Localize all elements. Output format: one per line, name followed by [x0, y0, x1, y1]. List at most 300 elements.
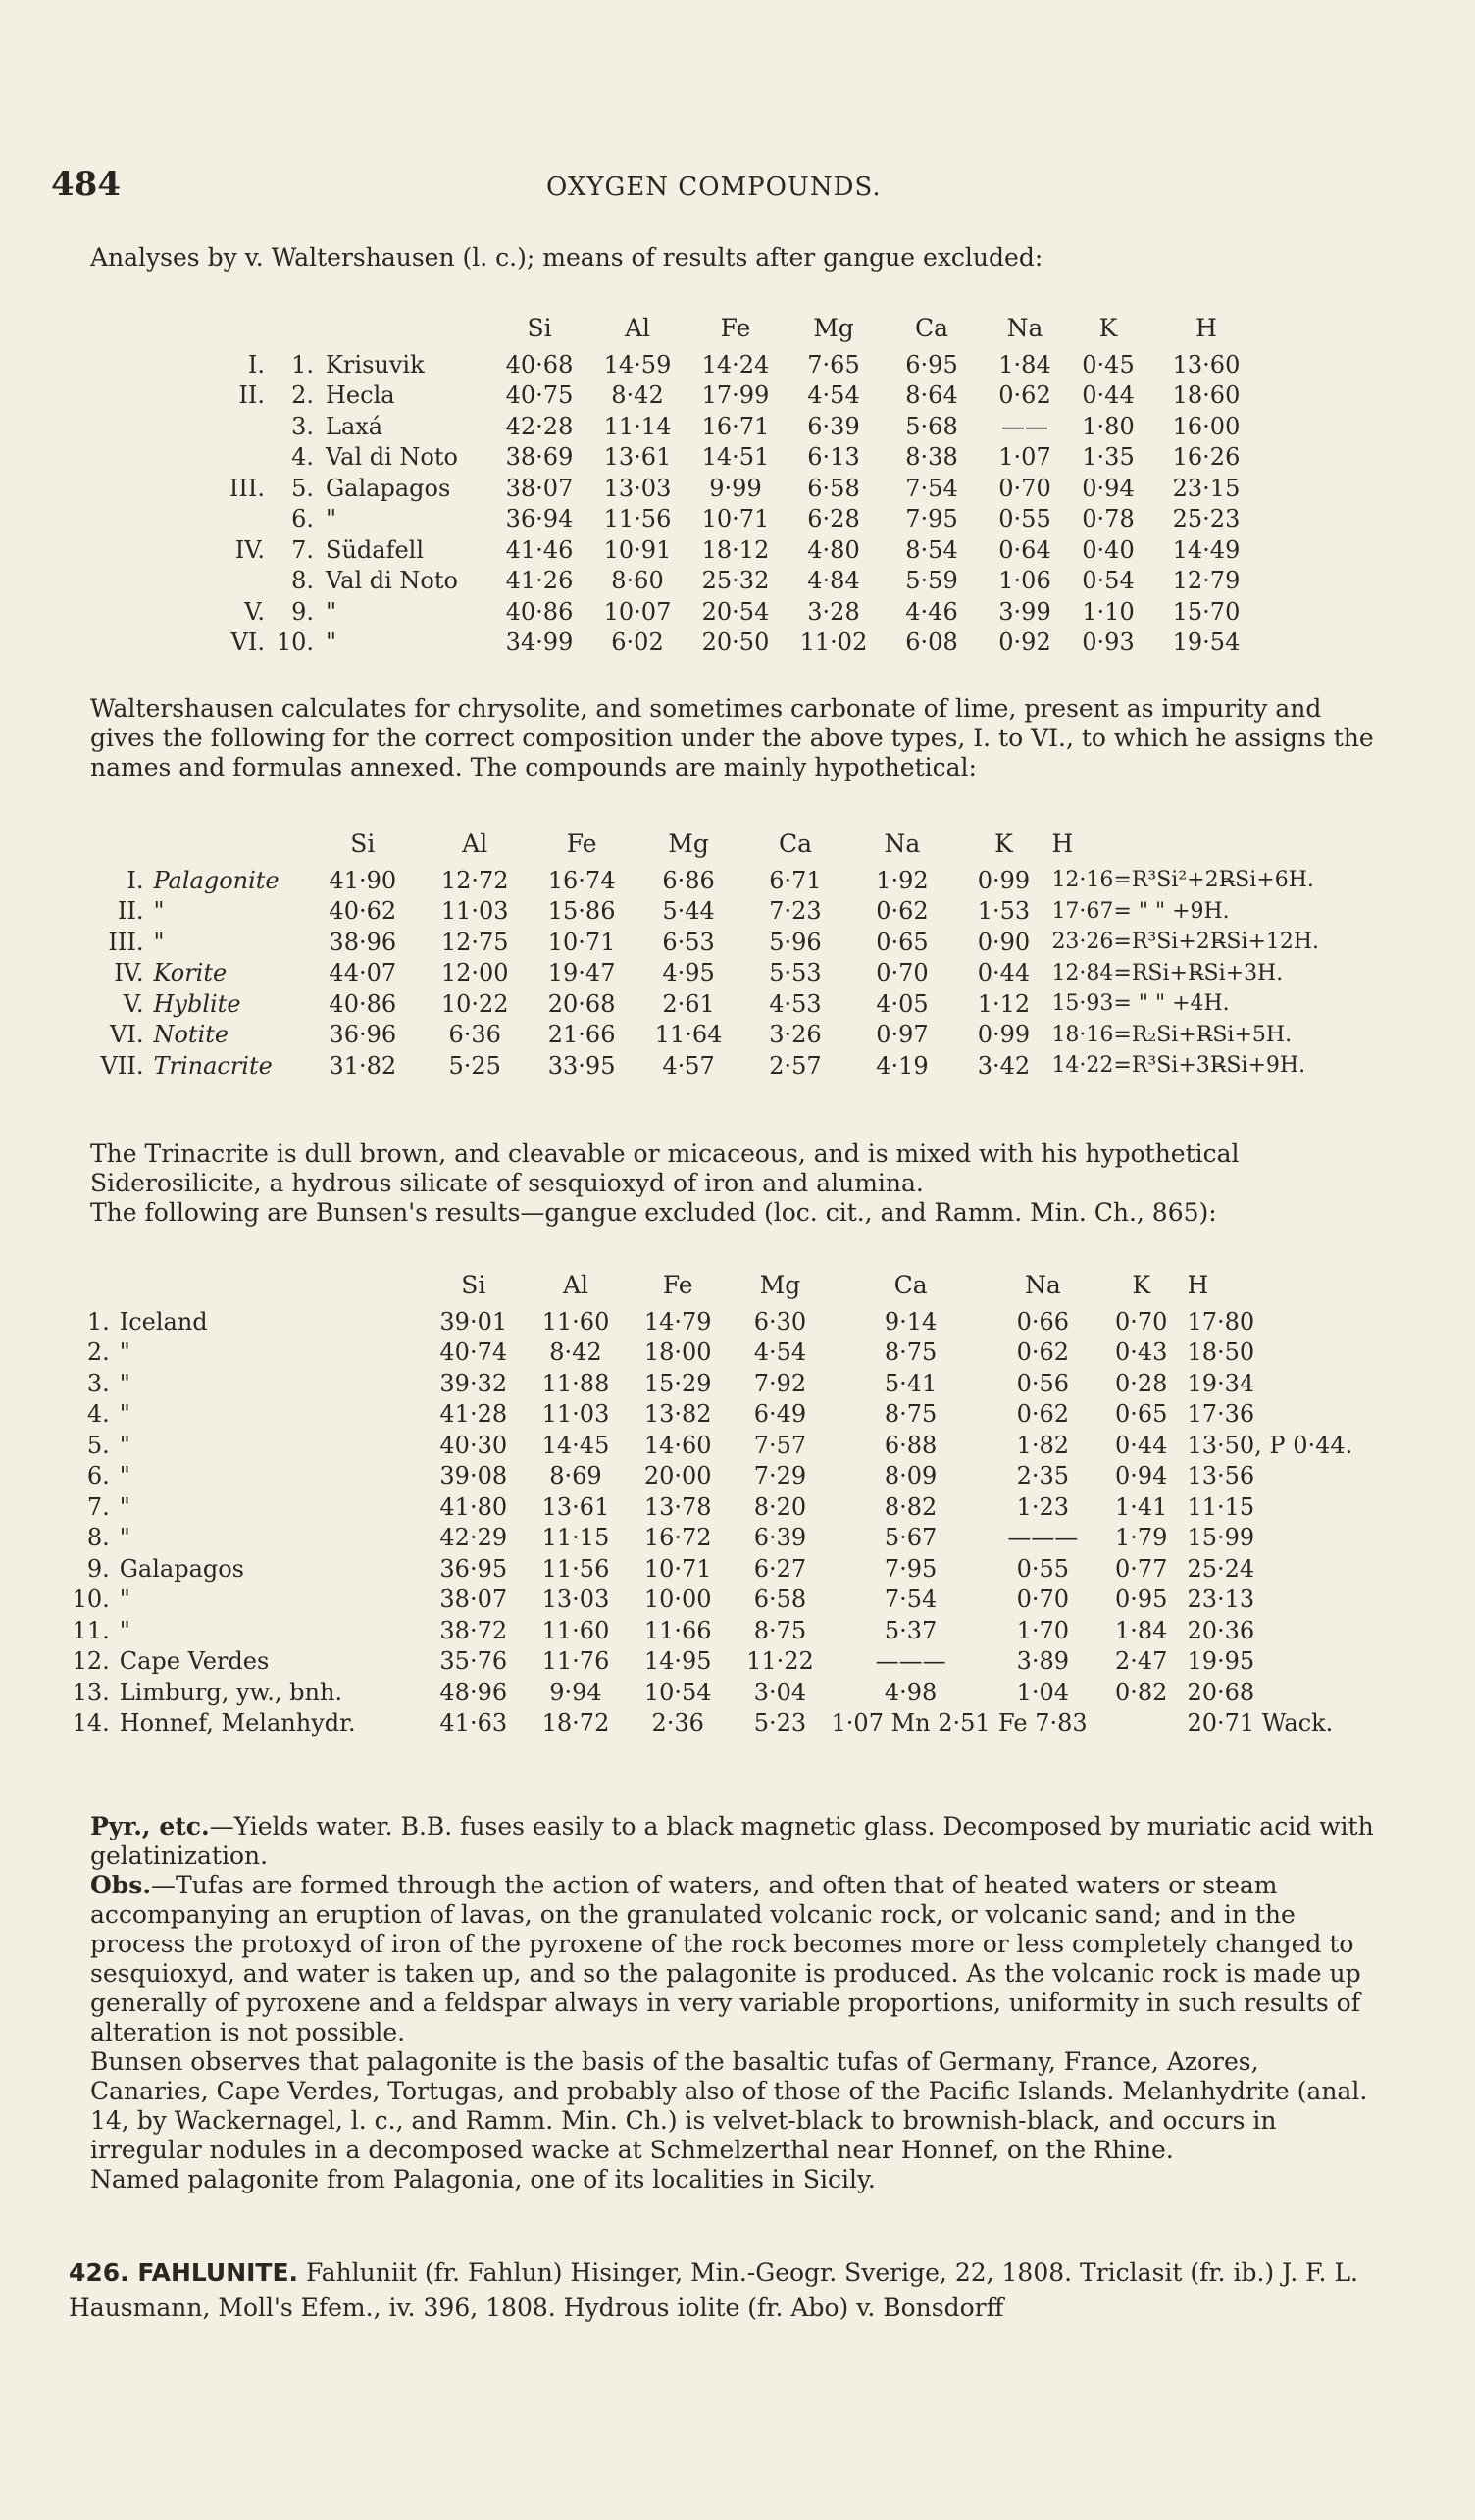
locality-name: Laxá — [326, 412, 383, 440]
table-row — [206, 628, 1265, 659]
table-cell: 8·82 — [884, 1492, 938, 1521]
table-cell: 40·30 — [439, 1431, 508, 1459]
table-cell: 0·62 — [1016, 1400, 1070, 1429]
table-cell: 8·42 — [549, 1338, 602, 1367]
table-row — [71, 1491, 1404, 1523]
table-cell: 0·44 — [1115, 1431, 1168, 1459]
locality-name: Iceland — [119, 1307, 208, 1336]
table-cell: 4·98 — [884, 1678, 938, 1706]
table-cell: 6·58 — [753, 1586, 807, 1614]
table-cell: 25·32 — [701, 567, 770, 595]
table-cell: 2·47 — [1115, 1647, 1168, 1676]
table-cell: 40·86 — [505, 597, 574, 626]
header-blank — [110, 1263, 423, 1306]
column-header: Fe — [662, 1270, 693, 1299]
table-cell: 6·08 — [905, 629, 958, 657]
column-header: Si — [461, 1270, 486, 1299]
row-type: IV. — [234, 535, 265, 564]
table-cell: 10·71 — [547, 928, 616, 956]
table-row — [206, 349, 1265, 380]
table-cell: 1·35 — [1082, 443, 1135, 472]
table-cell: —— — [1001, 412, 1048, 440]
table-cell: 23·15 — [1172, 474, 1241, 502]
table-cell: 2·57 — [769, 1051, 822, 1080]
table-row — [71, 1368, 1404, 1399]
locality-name: " — [326, 597, 337, 626]
table-cell: 0·93 — [1082, 629, 1135, 657]
row-number: III. — [108, 928, 144, 956]
column-header: Ca — [778, 829, 812, 858]
table-cell: 13·61 — [541, 1492, 610, 1521]
table-cell: 40·62 — [329, 897, 397, 926]
formula-cell: 12·16=R³Si²+2R̶Si+6H. — [1051, 868, 1314, 893]
table-cell: 5·25 — [448, 1051, 501, 1080]
table-row — [90, 958, 1404, 989]
row-number: 8. — [291, 567, 314, 595]
mineral-name: Palagonite — [153, 866, 280, 894]
table-cell: 4·53 — [769, 989, 822, 1018]
row-number: 6. — [86, 1462, 110, 1490]
row-number: 2. — [86, 1338, 110, 1367]
table-cell: 5·41 — [884, 1369, 938, 1397]
table-cell: 19·54 — [1172, 629, 1241, 657]
table-cell: 10·00 — [643, 1586, 712, 1614]
table-cell: 17·80 — [1187, 1307, 1255, 1336]
table-cell: 1·84 — [1115, 1616, 1168, 1644]
locality-name: " — [119, 1431, 130, 1459]
table-cell: 6·95 — [905, 350, 958, 378]
table-cell: 3·04 — [753, 1678, 807, 1706]
row-number: V. — [123, 989, 144, 1018]
table-row — [71, 1337, 1404, 1369]
table-cell: 9·94 — [549, 1678, 602, 1706]
table-cell: 0·44 — [1082, 381, 1135, 410]
table-cell: 11·88 — [541, 1369, 610, 1397]
composition-table-2 — [90, 822, 1404, 1082]
table-cell: 0·43 — [1115, 1338, 1168, 1367]
table-cell: 2·35 — [1016, 1462, 1070, 1490]
table-cell: 11·14 — [603, 412, 672, 440]
table-row — [71, 1430, 1404, 1461]
intro-text-3b: The following are Bunsen's results—gangue excluded (loc. cit., and Ramm. Min. Ch., 865): — [90, 1198, 1217, 1227]
table-cell: 11·15 — [1187, 1492, 1255, 1521]
table-cell: 6·71 — [769, 866, 822, 894]
table-cell: 4·46 — [905, 597, 958, 626]
row-number: 3. — [291, 412, 314, 440]
column-header: Si — [350, 829, 376, 858]
table-cell: 5·96 — [769, 928, 822, 956]
table-cell: 15·99 — [1187, 1524, 1255, 1552]
table-header-row — [90, 822, 1404, 865]
column-header: Mg — [813, 313, 854, 342]
table-cell: 1·70 — [1016, 1616, 1070, 1644]
table-cell: 0·78 — [1082, 505, 1135, 533]
table-cell: 40·75 — [505, 381, 574, 410]
table-row — [206, 596, 1265, 628]
table-cell: 36·95 — [439, 1554, 508, 1583]
table-cell: 5·44 — [662, 897, 715, 926]
row-number: 8. — [86, 1524, 110, 1552]
table-cell: 4·54 — [807, 381, 860, 410]
row-number: 1. — [86, 1307, 110, 1336]
row-type: I. — [247, 350, 265, 378]
table-cell: 0·99 — [977, 866, 1031, 894]
table-row — [71, 1553, 1404, 1585]
table-cell: 41·63 — [439, 1709, 508, 1738]
table-cell: 13·82 — [643, 1400, 712, 1429]
pyr-text: —Yields water. B.B. fuses easily to a black magnetic glass. Decomposed by muriatic acid with gelatinization. — [90, 1812, 1374, 1870]
table-cell: 6·13 — [807, 443, 860, 472]
table-row — [90, 1020, 1404, 1051]
table-cell: 36·94 — [505, 505, 574, 533]
mineral-name: Trinacrite — [153, 1051, 273, 1080]
table-cell: 10·71 — [701, 505, 770, 533]
row-number: 11. — [72, 1616, 110, 1644]
table-cell: 7·95 — [884, 1554, 938, 1583]
table-cell: 12·75 — [440, 928, 509, 956]
table-row — [206, 534, 1265, 566]
table-cell: 15·70 — [1172, 597, 1241, 626]
row-number: 3. — [86, 1369, 110, 1397]
locality-name: Honnef, Melanhydr. — [119, 1709, 356, 1738]
table-cell: 14·59 — [603, 350, 672, 378]
table-cell: 6·02 — [611, 629, 664, 657]
column-header: Na — [1006, 313, 1043, 342]
table-cell: 13·50, P 0·44. — [1187, 1431, 1353, 1459]
row-number: 14. — [72, 1709, 110, 1738]
row-number: 1. — [291, 350, 314, 378]
header-blank — [71, 1263, 110, 1306]
fahlunite-heading: 426. FAHLUNITE. — [69, 2258, 299, 2287]
row-type: V. — [244, 597, 265, 626]
table-cell: 44·07 — [329, 959, 397, 987]
table-cell: 14·45 — [541, 1431, 610, 1459]
row-number: IV. — [114, 959, 144, 987]
table-cell: 0·62 — [876, 897, 929, 926]
table-cell: 17·36 — [1187, 1400, 1255, 1429]
table-cell: 6·39 — [753, 1524, 807, 1552]
table-cell: 20·00 — [643, 1462, 712, 1490]
table-row — [71, 1306, 1404, 1337]
table-cell: 14·24 — [701, 350, 770, 378]
locality-name: Cape Verdes — [119, 1647, 270, 1676]
table-cell: 2·61 — [662, 989, 715, 1018]
table-cell: 8·38 — [905, 443, 958, 472]
column-header: Fe — [720, 313, 751, 342]
row-number: 12. — [72, 1647, 110, 1676]
table-header-row — [71, 1263, 1404, 1306]
obs-label: Obs. — [90, 1871, 152, 1899]
locality-name: Limburg, yw., bnh. — [119, 1678, 343, 1706]
table-row — [206, 566, 1265, 597]
table-cell: 11·60 — [541, 1307, 610, 1336]
table-cell: 4·05 — [876, 989, 929, 1018]
column-header: Na — [1024, 1270, 1061, 1299]
table-cell: 8·60 — [611, 567, 664, 595]
table-cell: 11·22 — [746, 1647, 814, 1676]
column-header: Al — [624, 313, 651, 342]
row-type — [206, 442, 265, 474]
table-row — [71, 1585, 1404, 1616]
mineral-name: " — [153, 928, 165, 956]
table-cell: 14·49 — [1172, 535, 1241, 564]
table-cell: 14·95 — [643, 1647, 712, 1676]
table-cell: 0·28 — [1115, 1369, 1168, 1397]
table-cell: 11·64 — [654, 1021, 723, 1049]
table-cell: 13·78 — [643, 1492, 712, 1521]
mineral-name: Notite — [153, 1021, 229, 1049]
table-cell: 18·72 — [541, 1709, 610, 1738]
table-cell: 5·59 — [905, 567, 958, 595]
column-header: Mg — [759, 1270, 801, 1299]
table-cell: 14·79 — [643, 1307, 712, 1336]
pyr-label: Pyr., etc. — [90, 1812, 210, 1840]
table-cell: 16·26 — [1172, 443, 1241, 472]
table-cell: 7·95 — [905, 505, 958, 533]
table-cell: 11·60 — [541, 1616, 610, 1644]
table-cell: 40·68 — [505, 350, 574, 378]
table-cell: 41·26 — [505, 567, 574, 595]
table-cell: 15·29 — [643, 1369, 712, 1397]
table-cell: 18·00 — [643, 1338, 712, 1367]
table-cell: 0·77 — [1115, 1554, 1168, 1583]
table-cell: 5·53 — [769, 959, 822, 987]
row-number: I. — [127, 866, 144, 894]
mineral-name: Hyblite — [153, 989, 241, 1018]
intro-text-1: Analyses by v. Waltershausen (l. c.); means of results after gangue excluded: — [90, 243, 1043, 272]
formula-cell: 18·16=R₂Si+R̶Si+5H. — [1051, 1022, 1293, 1047]
table-cell: 34·99 — [505, 629, 574, 657]
table-cell: 38·07 — [505, 474, 574, 502]
column-header: K — [1098, 313, 1118, 342]
table-cell: 13·03 — [541, 1586, 610, 1614]
row-number: 13. — [72, 1678, 110, 1706]
locality-name: " — [119, 1400, 130, 1429]
mineral-name: " — [153, 897, 165, 926]
table-cell: 6·39 — [807, 412, 860, 440]
header-blank — [265, 306, 314, 349]
table-cell: 40·86 — [329, 989, 397, 1018]
table-cell: 8·75 — [884, 1338, 938, 1367]
header-blank — [314, 306, 490, 349]
row-number: 9. — [291, 597, 314, 626]
row-number: 7. — [291, 535, 314, 564]
table-cell: 1·92 — [876, 866, 929, 894]
intro-text-3a: The Trinacrite is dull brown, and cleavable or micaceous, and is mixed with his hypothetical Siderosilicite, a hydrous silicate of sesquioxyd of iron and alumina. — [90, 1139, 1240, 1197]
table-cell: 4·84 — [807, 567, 860, 595]
table-cell: 1·10 — [1082, 597, 1135, 626]
table-cell: 0·66 — [1016, 1307, 1070, 1336]
table-cell: 19·47 — [547, 959, 616, 987]
table-cell: 0·94 — [1082, 474, 1135, 502]
locality-name: " — [119, 1586, 130, 1614]
table-cell: Fe 7·83 — [998, 1709, 1088, 1738]
table-cell: 3·99 — [998, 597, 1051, 626]
table-cell: 13·60 — [1172, 350, 1241, 378]
table-cell: 38·07 — [439, 1586, 508, 1614]
table-cell: 7·23 — [769, 897, 822, 926]
table-row — [71, 1399, 1404, 1431]
table-cell: 8·69 — [549, 1462, 602, 1490]
table-cell: 40·74 — [439, 1338, 508, 1367]
table-cell: 10·54 — [643, 1678, 712, 1706]
locality-name: Südafell — [326, 535, 425, 564]
table-cell: 19·34 — [1187, 1369, 1255, 1397]
table-cell: 42·28 — [505, 412, 574, 440]
locality-name: Hecla — [326, 381, 395, 410]
table-cell: 8·75 — [753, 1616, 807, 1644]
table-cell: 11·76 — [541, 1647, 610, 1676]
table-row — [71, 1708, 1404, 1739]
locality-name: Galapagos — [119, 1554, 244, 1583]
table-cell: 1·80 — [1082, 412, 1135, 440]
table-cell: 38·72 — [439, 1616, 508, 1644]
table-cell: 0·40 — [1082, 535, 1135, 564]
observations-paragraph — [90, 1871, 1385, 2047]
table-cell: 21·66 — [547, 1021, 616, 1049]
table-cell: 0·95 — [1115, 1586, 1168, 1614]
locality-name: " — [326, 505, 337, 533]
column-header: Al — [462, 829, 488, 858]
locality-name: " — [119, 1492, 130, 1521]
table-header-row — [206, 306, 1265, 349]
header-blank — [206, 306, 265, 349]
table-cell: 36·96 — [329, 1021, 397, 1049]
named-paragraph — [90, 2165, 1385, 2194]
table-cell: 1·04 — [1016, 1678, 1070, 1706]
page-header — [51, 165, 1424, 214]
table-cell: 13·61 — [603, 443, 672, 472]
row-type — [206, 504, 265, 535]
table-cell — [1095, 1708, 1187, 1739]
table-cell: 1·07 — [998, 443, 1051, 472]
table-cell: ——— — [875, 1647, 946, 1676]
table-row — [71, 1646, 1404, 1678]
table-row — [90, 927, 1404, 958]
intro-paragraph-2 — [90, 694, 1385, 782]
table-cell: 20·36 — [1187, 1616, 1255, 1644]
table-cell: 11·02 — [799, 629, 868, 657]
bunsen-paragraph — [90, 2047, 1385, 2165]
page-number: 484 — [51, 165, 121, 204]
table-cell: 3·89 — [1016, 1647, 1070, 1676]
table-cell: 6·28 — [807, 505, 860, 533]
locality-name: " — [119, 1369, 130, 1397]
table-cell: 4·80 — [807, 535, 860, 564]
row-type — [206, 566, 265, 597]
table-cell: 0·44 — [977, 959, 1031, 987]
table-cell: 41·28 — [439, 1400, 508, 1429]
table-cell: 31·82 — [329, 1051, 397, 1080]
table-cell: 4·19 — [876, 1051, 929, 1080]
table-cell: 19·95 — [1187, 1647, 1255, 1676]
row-type: II. — [238, 381, 265, 410]
locality-name: Galapagos — [326, 474, 451, 502]
table-cell: 4·57 — [662, 1051, 715, 1080]
table-cell: 11·03 — [440, 897, 509, 926]
column-header: K — [1132, 1270, 1151, 1299]
row-number: II. — [117, 897, 144, 926]
mineral-name: Korite — [153, 959, 228, 987]
table-cell: 11·56 — [603, 505, 672, 533]
table-cell: 7·57 — [753, 1431, 807, 1459]
row-number: 10. — [276, 629, 314, 657]
table-cell: 1·06 — [998, 567, 1051, 595]
table-cell: 41·90 — [329, 866, 397, 894]
table-cell: 6·49 — [753, 1400, 807, 1429]
table-cell: 0·64 — [998, 535, 1051, 564]
table-cell: 38·69 — [505, 443, 574, 472]
table-cell: 7·54 — [884, 1586, 938, 1614]
table-cell: 0·97 — [876, 1021, 929, 1049]
table-cell: 1·79 — [1115, 1524, 1168, 1552]
row-number: 6. — [291, 505, 314, 533]
table-cell: 10·91 — [603, 535, 672, 564]
table-cell: 6·53 — [662, 928, 715, 956]
table-cell: 12·72 — [440, 866, 509, 894]
table-cell: 5·67 — [884, 1524, 938, 1552]
table-cell: 1·23 — [1016, 1492, 1070, 1521]
locality-name: Krisuvik — [326, 350, 425, 378]
column-header: K — [994, 829, 1013, 858]
pyrognostics-paragraph — [90, 1812, 1385, 1871]
table-cell: 0·70 — [876, 959, 929, 987]
table-cell: 17·99 — [701, 381, 770, 410]
column-header: Ca — [893, 1270, 928, 1299]
table-cell: 0·92 — [998, 629, 1051, 657]
column-header: H — [1051, 829, 1074, 858]
table-row — [71, 1523, 1404, 1554]
table-cell: 11·15 — [541, 1524, 610, 1552]
table-cell: 42·29 — [439, 1524, 508, 1552]
table-cell: 0·65 — [876, 928, 929, 956]
table-cell: 16·74 — [547, 866, 616, 894]
table-cell: 39·08 — [439, 1462, 508, 1490]
table-cell: 0·99 — [977, 1021, 1031, 1049]
row-number: VI. — [110, 1021, 144, 1049]
table-cell: 3·28 — [807, 597, 860, 626]
table-cell: 14·60 — [643, 1431, 712, 1459]
table-cell: ——— — [1007, 1524, 1079, 1552]
table-cell: 48·96 — [439, 1678, 508, 1706]
table-cell: 0·70 — [1016, 1586, 1070, 1614]
table-cell: 39·01 — [439, 1307, 508, 1336]
column-header: Fe — [566, 829, 597, 858]
table-cell: 1·07 Mn 2·51 — [831, 1709, 991, 1738]
table-cell: 5·23 — [753, 1709, 807, 1738]
row-number: 7. — [86, 1492, 110, 1521]
column-header: H — [1195, 313, 1217, 342]
formula-cell: 17·67= " " +9H. — [1051, 898, 1230, 924]
table-cell: 6·36 — [448, 1021, 501, 1049]
table-cell: 8·20 — [753, 1492, 807, 1521]
locality-name: " — [119, 1524, 130, 1552]
table-cell: 20·54 — [701, 597, 770, 626]
table-row — [71, 1461, 1404, 1492]
row-type — [206, 411, 265, 442]
table-cell: 25·24 — [1187, 1554, 1255, 1583]
table-cell: 10·71 — [643, 1554, 712, 1583]
table-cell: 13·56 — [1187, 1462, 1255, 1490]
table-cell: 38·96 — [329, 928, 397, 956]
header-blank — [90, 822, 143, 865]
table-cell: 0·54 — [1082, 567, 1135, 595]
table-cell: 12·79 — [1172, 567, 1241, 595]
analysis-table-1 — [206, 306, 1265, 658]
locality-name: " — [119, 1338, 130, 1367]
table-cell: 1·41 — [1115, 1492, 1168, 1521]
table-cell: 9·14 — [884, 1307, 938, 1336]
